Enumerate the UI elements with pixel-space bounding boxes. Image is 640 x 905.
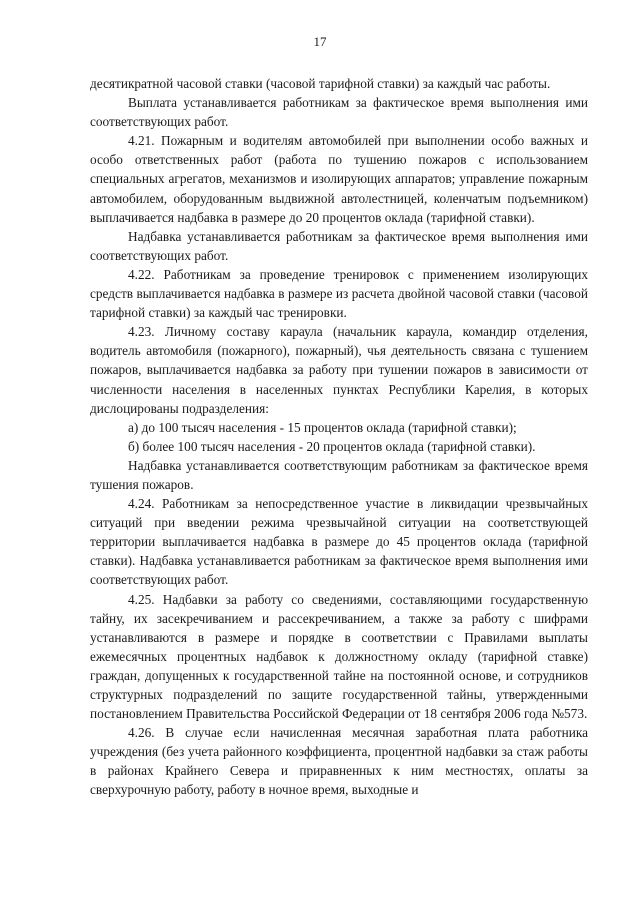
paragraph: десятикратной часовой ставки (часовой тарифной ставки) за каждый час работы. [90, 76, 551, 91]
paragraph: Надбавка устанавливается соответствующим работникам за фактическое время тушения пожаров. [90, 457, 588, 492]
page-number: 17 [313, 34, 327, 49]
paragraph-4-23: 4.23. Личному составу караула (начальник караула, командир отделения, водитель автомобиля (пожарного), пожарный), чья деятельность связана с тушением пожаров, выплачивается надбавка за работу при тушении пожаров в зависимости от численности населения в населенных пунктах Республики Карелия, в которых дислоцированы подразделения: [90, 324, 588, 416]
paragraph-4-24: 4.24. Работникам за непосредственное участие в ликвидации чрезвычайных ситуаций при введении режима чрезвычайной ситуации на соответствующей территории выплачивается надбавка в размере до 45 процентов оклада (тарифной ставки). Надбавка устанавливается работникам за фактическое время выполнения ими соответствующих работ. [90, 496, 588, 588]
list-item-b: б) более 100 тысяч населения - 20 процентов оклада (тарифной ставки). [128, 438, 536, 454]
list-item-a: а) до 100 тысяч населения - 15 процентов оклада (тарифной ставки); [128, 419, 517, 435]
paragraph: Надбавка устанавливается работникам за фактическое время выполнения ими соответствующих работ. [90, 228, 588, 263]
paragraph: Выплата устанавливается работникам за фактическое время выполнения ими соответствующих работ. [90, 95, 588, 130]
document-body [90, 74, 588, 800]
paragraph-4-25: 4.25. Надбавки за работу со сведениями, составляющими государственную тайну, их засекречиванием и рассекречиванием, а также за работу с шифрами устанавливаются в размере и порядке в соответствии с Правилами выплаты ежемесячных процентных надбавок к должностному окладу (тарифной ставке) граждан, допущенных к государственной тайне на постоянной основе, и сотрудников структурных подразделений по защите государственной тайны, утвержденными постановлением Правительства Российской Федерации от 18 сентября 2006 года №573. [90, 591, 588, 722]
paragraph-4-22: 4.22. Работникам за проведение тренировок с применением изолирующих средств выплачивается надбавка в размере из расчета двойной часовой ставки (часовой тарифной ставки) за каждый час тренировки. [90, 266, 588, 321]
paragraph-4-21: 4.21. Пожарным и водителям автомобилей при выполнении особо важных и особо ответственных работ (работа по тушению пожаров с использованием специальных агрегатов, механизмов и изолирующих аппаратов; управление пожарным автомобилем, оборудованным выдвижной автолестницей, коленчатым подъемником) выплачивается надбавка в размере до 20 процентов оклада (тарифной ставки). [90, 133, 588, 225]
paragraph-4-26: 4.26. В случае если начисленная месячная заработная плата работника учреждения (без учета районного коэффициента, процентной надбавки за стаж работы в районах Крайнего Севера и приравненных к ним местностях, оплаты за сверхурочную работу, работу в ночное время, выходные и [90, 725, 588, 798]
